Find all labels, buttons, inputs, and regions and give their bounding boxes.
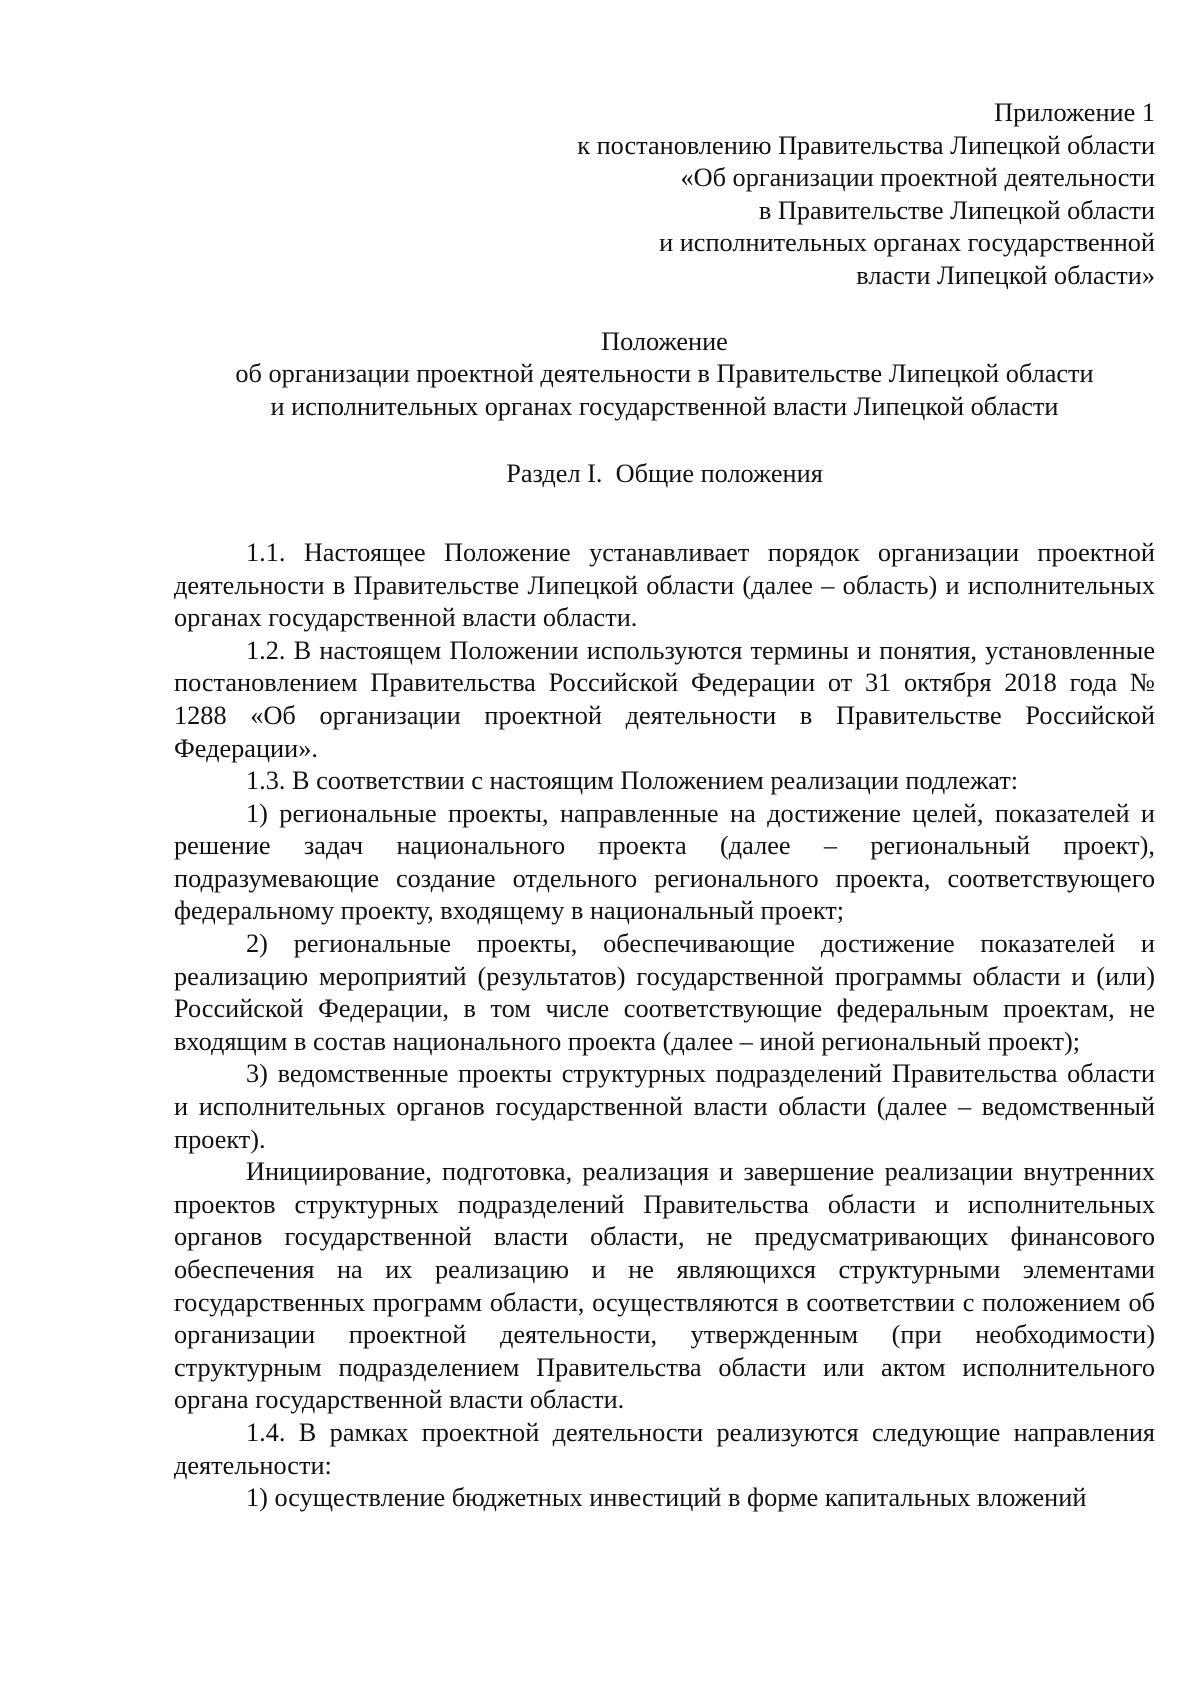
document-page <box>174 97 1155 1515</box>
appendix-header <box>174 97 1155 293</box>
appendix-line: и исполнительных органах государственной <box>659 228 1155 258</box>
list-item-regional-project: 1) региональные проекты, направленные на достижение целей, показателей и решение задач национального проекта (далее – региональный проект), подразумевающие создание отдельного регионального проекта, соответствующего федеральному проекту, входящему в национальный проект; <box>174 798 1155 926</box>
section-title: Раздел I. Общие положения <box>506 459 823 489</box>
appendix-line: власти Липецкой области» <box>856 260 1155 290</box>
paragraph-1-4: 1.4. В рамках проектной деятельности реализуются следующие направления деятельности: <box>174 1417 1155 1480</box>
document-body <box>174 537 1155 1515</box>
paragraph-internal-projects: Инициирование, подготовка, реализация и завершение реализации внутренних проектов структурных подразделений Правительства области и исполнительных органов государственной власти области, не предусматривающих финансового обеспечения на их реализацию и не являющихся структурными элементами государственных программ области, осуществляются в соответствии с положением об организации проектной деятельности, утвержденным (при необходимости) структурным подразделением Правительства области или актом исполнительного органа государственной власти области. <box>174 1157 1155 1415</box>
title-line: Положение <box>601 326 728 356</box>
appendix-line: «Об организации проектной деятельности <box>680 163 1155 193</box>
title-line: и исполнительных органах государственной власти Липецкой области <box>270 391 1059 421</box>
paragraph-1-1: 1.1. Настоящее Положение устанавливает порядок организации проектной деятельности в Правительстве Липецкой области (далее – область) и исполнительных органах государственной власти области. <box>174 537 1155 633</box>
list-item-other-regional-project: 2) региональные проекты, обеспечивающие достижение показателей и реализацию мероприятий (результатов) государственной программы области и (или) Российской Федерации, в том числе соответствующие федеральным проектам, не входящим в состав национального проекта (далее – иной региональный проект); <box>174 929 1155 1056</box>
appendix-line: к постановлению Правительства Липецкой области <box>577 130 1155 160</box>
title-line: об организации проектной деятельности в Правительстве Липецкой области <box>235 359 1094 389</box>
document-title <box>174 326 1155 424</box>
list-item-departmental-project: 3) ведомственные проекты структурных подразделений Правительства области и исполнительных органов государственной власти области (далее – ведомственный проект). <box>174 1059 1155 1154</box>
appendix-line: в Правительстве Липецкой области <box>758 195 1155 225</box>
paragraph-1-2: 1.2. В настоящем Положении используются термины и понятия, установленные постановлением Правительства Российской Федерации от 31 октября 2018 года № 1288 «Об организации проектной деятельности в Правительстве Российской Федерации». <box>174 635 1155 763</box>
paragraph-1-3: 1.3. В соответствии с настоящим Положением реализации подлежат: <box>246 766 1019 796</box>
appendix-line: Приложение 1 <box>994 98 1155 127</box>
list-item-budget-investments: 1) осуществление бюджетных инвестиций в форме капитальных вложений <box>246 1483 1087 1513</box>
